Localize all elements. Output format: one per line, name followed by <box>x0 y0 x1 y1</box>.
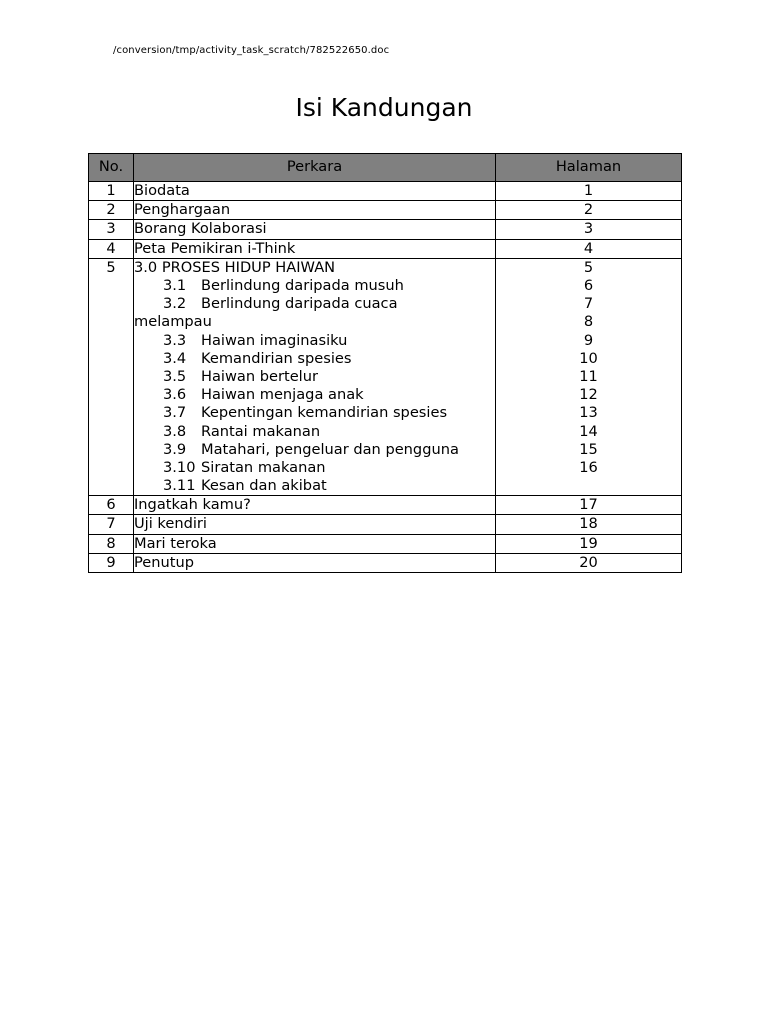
subsection-item <box>134 423 495 441</box>
subsection-continuation: melampau <box>134 313 212 331</box>
page-number: 5 <box>583 258 594 276</box>
row-page: 17 <box>496 496 682 515</box>
header-halaman: Halaman <box>496 154 682 182</box>
page-number: 12 <box>579 386 598 404</box>
subsection-number: 3.10 <box>163 458 196 476</box>
row-number: 8 <box>89 534 134 553</box>
page-number: 11 <box>579 367 598 385</box>
subsection-number: 3.9 <box>163 440 187 458</box>
subsection-number: 3.5 <box>163 367 187 385</box>
header-perkara: Perkara <box>134 154 496 182</box>
table-row <box>89 182 682 201</box>
subsection-text: Berlindung daripada cuaca <box>201 295 398 313</box>
row-number: 4 <box>89 239 134 258</box>
subsection-item <box>134 277 495 295</box>
row-number: 6 <box>89 496 134 515</box>
table-row <box>89 496 682 515</box>
row-page: 4 <box>496 239 682 258</box>
page-number: 16 <box>579 458 598 476</box>
row-page: 3 <box>496 220 682 239</box>
contents-table <box>88 153 682 573</box>
table-row <box>89 534 682 553</box>
subsection-text: Haiwan imaginasiku <box>201 331 348 349</box>
table-header-row <box>89 154 682 182</box>
subsection-item <box>134 459 495 477</box>
subsection-text: Siratan makanan <box>201 458 326 476</box>
page-number: 6 <box>583 277 594 294</box>
row-number: 9 <box>89 553 134 572</box>
subsection-text: Berlindung daripada musuh <box>201 277 404 294</box>
subsection-number: 3.1 <box>163 277 187 294</box>
subsection-item <box>134 368 495 386</box>
page-number: 9 <box>583 331 594 349</box>
subsection-text: Rantai makanan <box>201 422 321 440</box>
subsection-item <box>134 350 495 368</box>
table-row-section <box>89 258 682 495</box>
row-page: 2 <box>496 201 682 220</box>
table-row <box>89 515 682 534</box>
row-item: Peta Pemikiran i-Think <box>134 239 496 258</box>
table-row <box>89 553 682 572</box>
subsection-text: Haiwan menjaga anak <box>201 386 364 404</box>
header-no: No. <box>89 154 134 182</box>
row-item: Borang Kolaborasi <box>134 220 496 239</box>
subsection-item <box>134 477 495 495</box>
page-number: 15 <box>579 440 598 458</box>
row-number: 7 <box>89 515 134 534</box>
section-heading: 3.0 PROSES HIDUP HAIWAN <box>134 258 336 276</box>
row-page: 18 <box>496 515 682 534</box>
subsection-item <box>134 386 495 404</box>
subsection-item <box>134 441 495 459</box>
subsection-number: 3.3 <box>163 331 187 349</box>
subsection-number: 3.11 <box>163 477 196 495</box>
row-item: Biodata <box>134 182 496 201</box>
subsection-number: 3.2 <box>163 295 187 313</box>
row-page: 1 <box>496 182 682 201</box>
subsection-item <box>134 332 495 350</box>
subsection-item <box>134 404 495 422</box>
page-title: Isi Kandungan <box>295 93 473 122</box>
row-item: Uji kendiri <box>134 515 496 534</box>
page-number: 7 <box>583 295 594 313</box>
row-number: 1 <box>89 182 134 201</box>
table-row <box>89 239 682 258</box>
page-number: 8 <box>583 313 594 331</box>
row-page: 19 <box>496 534 682 553</box>
table-row <box>89 220 682 239</box>
row-item: Ingatkah kamu? <box>134 496 496 515</box>
row-item: Mari teroka <box>134 534 496 553</box>
subsection-number: 3.8 <box>163 422 187 440</box>
row-number: 2 <box>89 201 134 220</box>
subsection-number: 3.6 <box>163 386 187 404</box>
row-item: Penutup <box>134 553 496 572</box>
page-number: 13 <box>579 404 598 422</box>
page-number: 10 <box>579 349 598 367</box>
subsection-text: Kesan dan akibat <box>201 477 327 495</box>
subsection-number: 3.7 <box>163 404 187 422</box>
row-page: 20 <box>496 553 682 572</box>
row-number: 5 <box>89 258 134 495</box>
subsection-text: Kepentingan kemandirian spesies <box>201 404 448 422</box>
subsection-text: Haiwan bertelur <box>201 367 318 385</box>
file-path: /conversion/tmp/activity_task_scratch/782522650.doc <box>113 45 390 56</box>
table-row <box>89 201 682 220</box>
subsection-number: 3.4 <box>163 349 187 367</box>
row-number: 3 <box>89 220 134 239</box>
section-pages <box>496 258 682 495</box>
subsection-item <box>134 295 495 313</box>
subsection-text: Matahari, pengeluar dan pengguna <box>201 440 459 458</box>
row-item: Penghargaan <box>134 201 496 220</box>
subsection-text: Kemandirian spesies <box>201 349 352 367</box>
section-items <box>134 258 496 495</box>
page-number: 14 <box>579 422 598 440</box>
